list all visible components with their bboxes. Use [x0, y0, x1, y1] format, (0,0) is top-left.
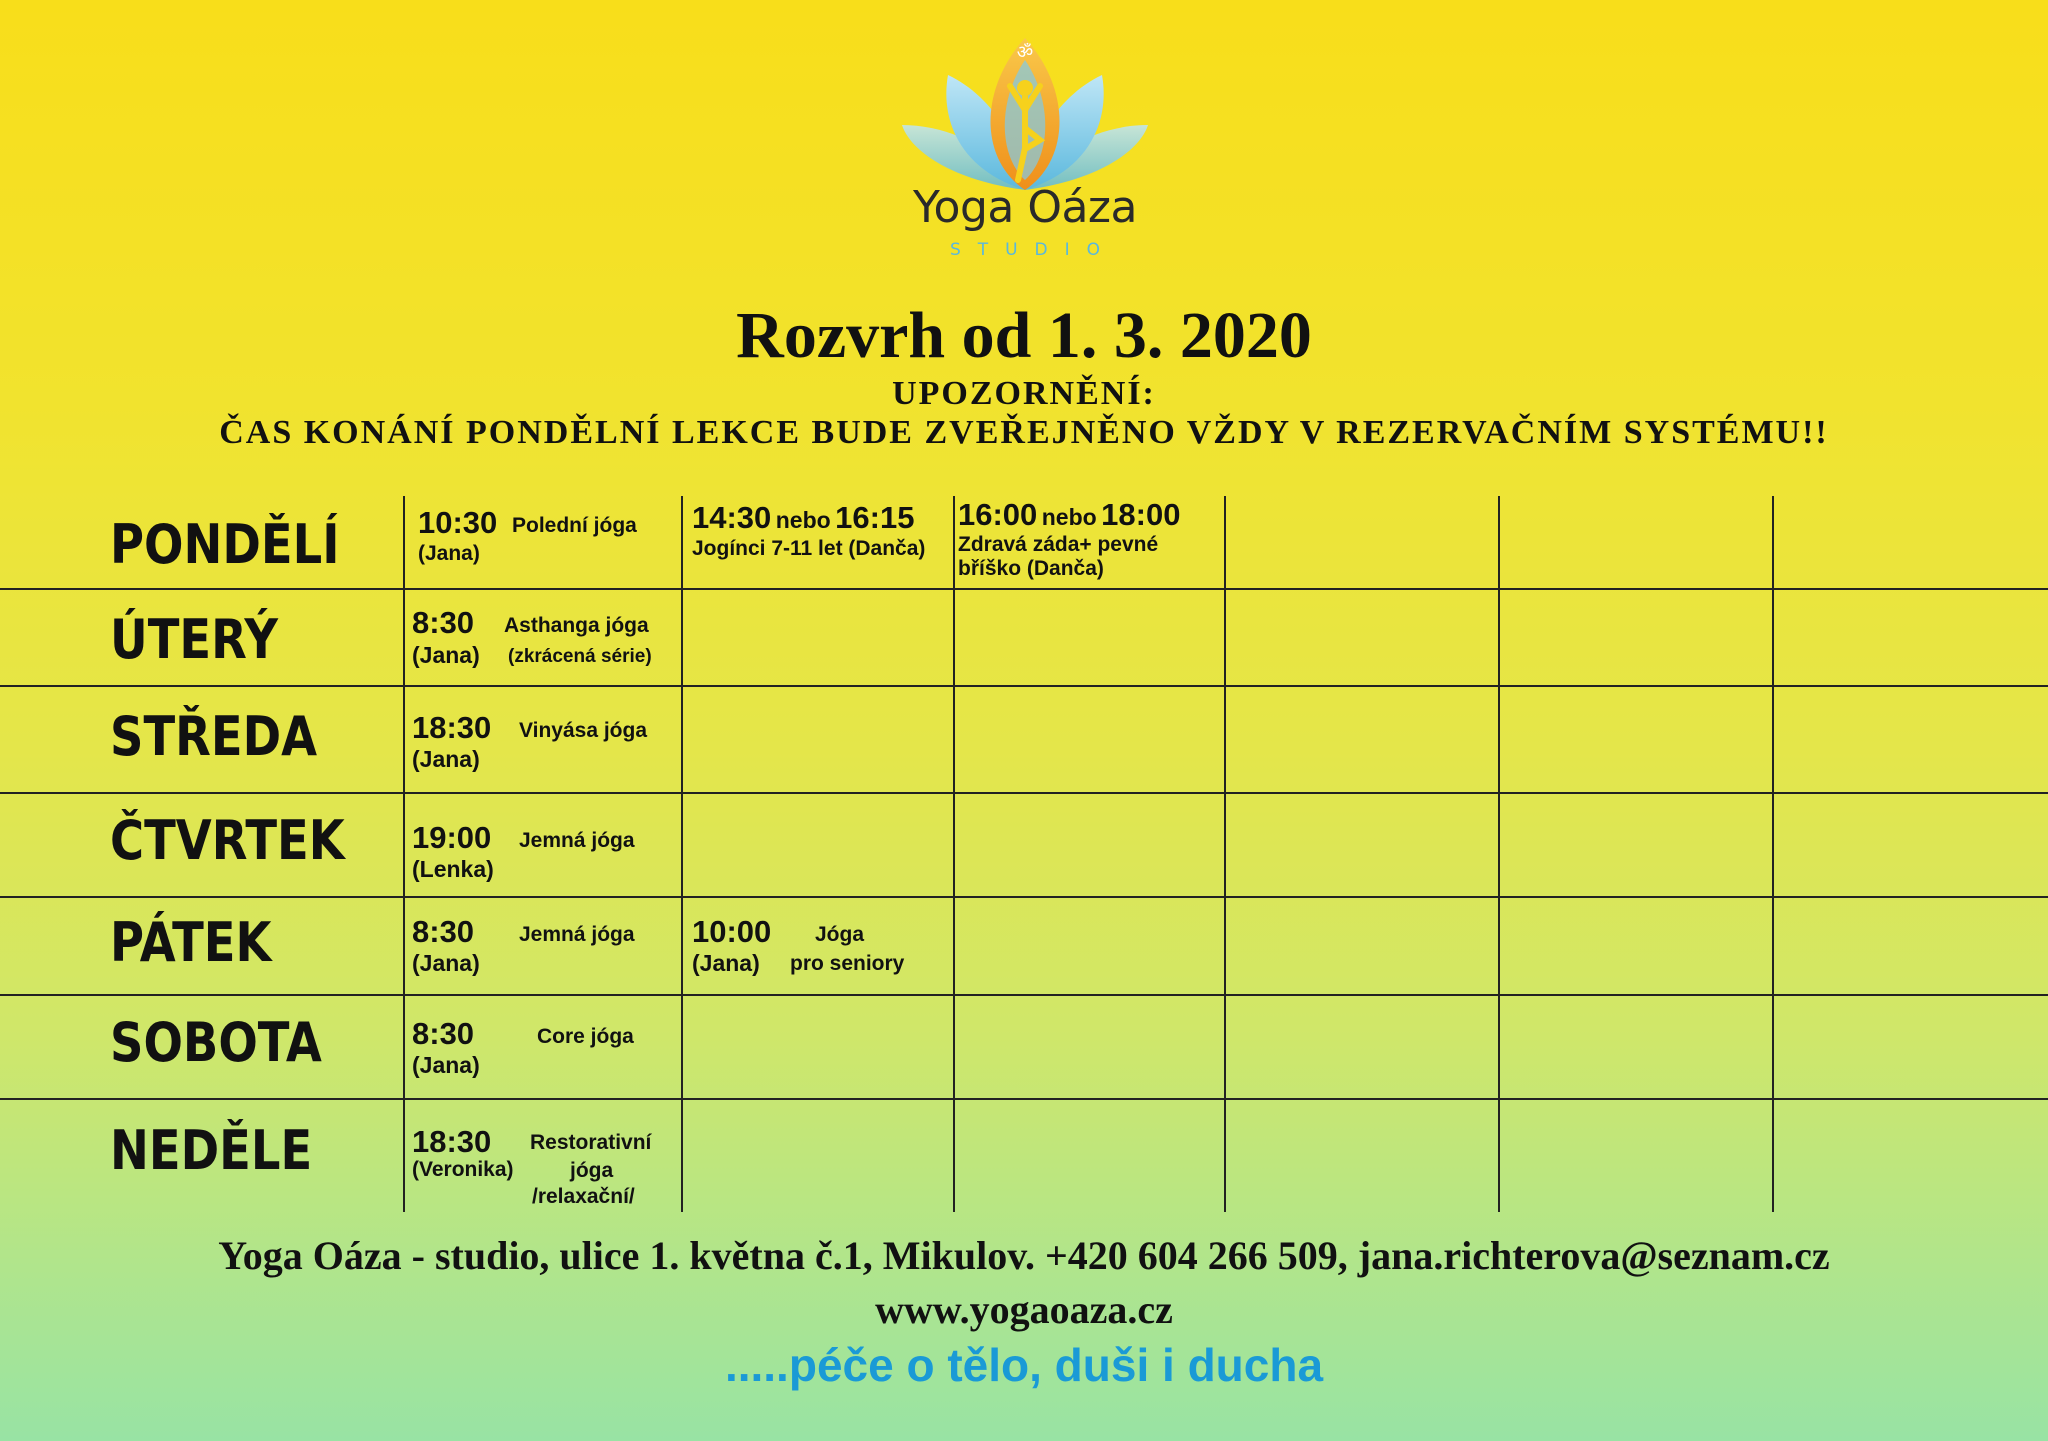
- lesson-or: nebo: [775, 507, 831, 533]
- lesson-note: (zkrácená série): [508, 646, 652, 667]
- lesson-instructor: (Lenka): [412, 856, 494, 882]
- lesson-instructor: (Jana): [418, 542, 480, 565]
- day-tuesday: ÚTERÝ: [110, 608, 278, 671]
- lesson-time: 19:00: [412, 820, 492, 855]
- grid-line: [0, 792, 2048, 794]
- studio-logo: [880, 30, 1170, 270]
- lesson-instructor: (Veronika): [412, 1158, 514, 1181]
- lesson-or: nebo: [1041, 504, 1097, 530]
- grid-line: [953, 496, 955, 1212]
- day-thursday: ČTVRTEK: [110, 809, 345, 872]
- lesson-name: Jemná jóga: [519, 829, 635, 852]
- lesson-time: 8:30: [412, 605, 475, 640]
- lesson-name: bříško (Danča): [958, 557, 1104, 580]
- studio-address: Yoga Oáza - studio, ulice 1. května č.1, Mikulov. +420 604 266 509, jana.richterova@seznam.cz: [218, 1233, 1830, 1278]
- lesson-times: [958, 497, 1180, 533]
- lesson-times: [692, 500, 914, 536]
- notice-label: UPOZORNĚNÍ:: [892, 375, 1156, 412]
- lesson-instructor: (Jana): [412, 746, 480, 772]
- grid-line: [1224, 496, 1226, 1212]
- lesson-name: Vinyása jóga: [519, 719, 648, 742]
- lesson-time: 18:30: [412, 1124, 492, 1159]
- day-friday: PÁTEK: [110, 911, 272, 974]
- lesson-time: 8:30: [412, 1016, 475, 1051]
- lesson-time: 10:30: [418, 505, 498, 540]
- grid-line: [403, 496, 405, 1212]
- lesson-name: Zdravá záda+ pevné: [958, 533, 1159, 556]
- lesson-instructor: (Jana): [412, 1052, 480, 1078]
- day-wednesday: STŘEDA: [110, 705, 318, 768]
- lesson-instructor: (Jana): [692, 950, 760, 976]
- grid-line: [0, 685, 2048, 687]
- studio-website: www.yogaoaza.cz: [875, 1287, 1173, 1332]
- lesson-name: pro seniory: [790, 952, 905, 975]
- logo-subtitle: STUDIO: [949, 240, 1118, 260]
- lesson-name: Jóga: [815, 923, 865, 946]
- lesson-time: 18:30: [412, 710, 492, 745]
- studio-slogan: .....péče o tělo, duši i ducha: [724, 1339, 1324, 1391]
- grid-line: [1772, 496, 1774, 1212]
- lesson-time: 14:30: [692, 500, 772, 535]
- lesson-name: jóga: [570, 1159, 614, 1182]
- notice-text: ČAS KONÁNÍ PONDĚLNÍ LEKCE BUDE ZVEŘEJNĚNO VŽDY V REZERVAČNÍM SYSTÉMU!!: [219, 414, 1829, 451]
- svg-text:ॐ: ॐ: [1016, 42, 1034, 63]
- lesson-name: /relaxační/: [532, 1185, 635, 1208]
- day-monday: PONDĚLÍ: [110, 513, 340, 576]
- lesson-time: 16:15: [835, 500, 915, 535]
- lesson-time: 16:00: [958, 497, 1038, 532]
- lesson-name: Jemná jóga: [519, 923, 635, 946]
- logo-wordmark: Yoga Oáza: [913, 182, 1137, 233]
- grid-line: [0, 1098, 2048, 1100]
- lotus-yoga-figure-icon: [890, 30, 1160, 195]
- lesson-name: Jogínci 7-11 let (Danča): [692, 537, 926, 560]
- grid-line: [0, 994, 2048, 996]
- lesson-time: 18:00: [1101, 497, 1181, 532]
- lesson-time: 8:30: [412, 914, 475, 949]
- grid-line: [0, 896, 2048, 898]
- lesson-name: Restorativní: [530, 1131, 652, 1154]
- grid-line: [681, 496, 683, 1212]
- grid-line: [1498, 496, 1500, 1212]
- lesson-instructor: (Jana): [412, 642, 480, 668]
- grid-line: [0, 588, 2048, 590]
- day-saturday: SOBOTA: [110, 1011, 322, 1074]
- lesson-name: Core jóga: [537, 1025, 634, 1048]
- day-sunday: NEDĚLE: [110, 1119, 313, 1182]
- lesson-instructor: (Jana): [412, 950, 480, 976]
- schedule-title: Rozvrh od 1. 3. 2020: [736, 299, 1312, 372]
- lesson-time: 10:00: [692, 914, 772, 949]
- lesson-name: Asthanga jóga: [504, 614, 649, 637]
- lesson-name: Polední jóga: [512, 514, 637, 537]
